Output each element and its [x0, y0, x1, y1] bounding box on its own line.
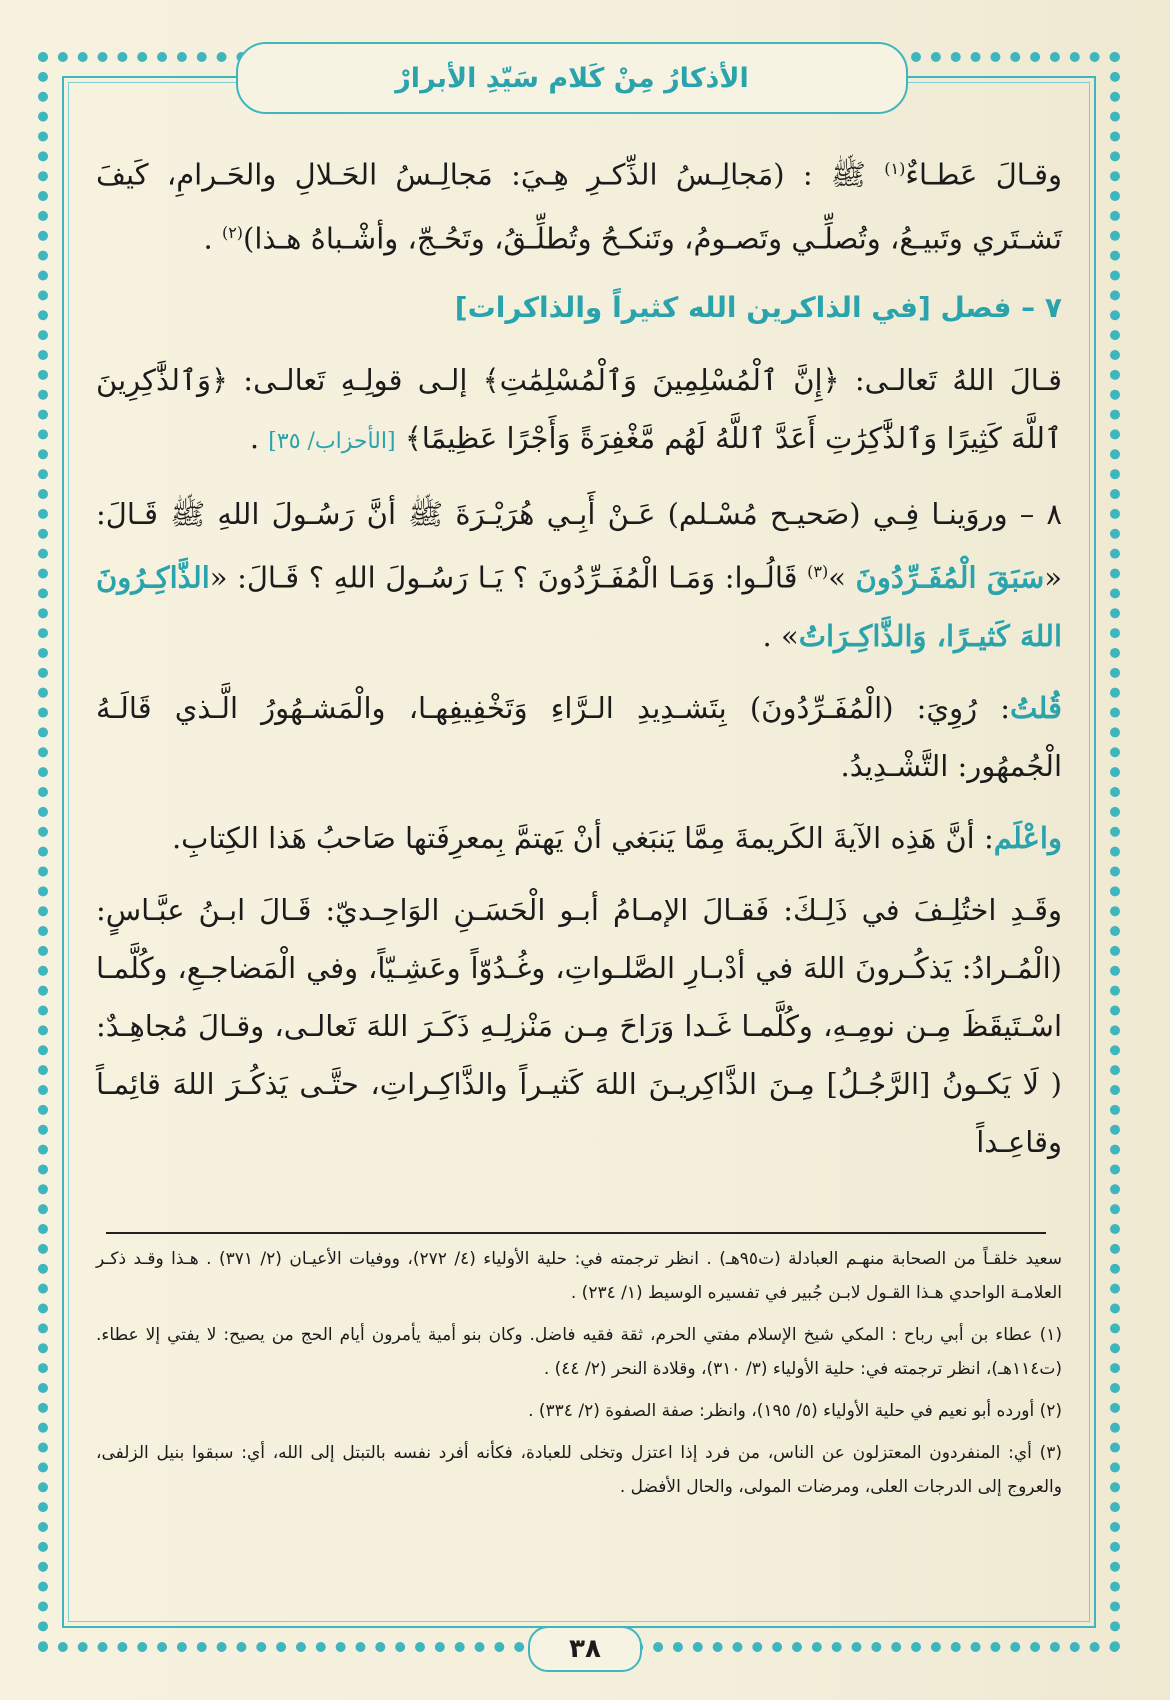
main-text	[96, 140, 1062, 1185]
text: : رُوِيَ: (الْمُفَـرِّدُونَ) بِتَشـدِيدِ الـرَّاءِ وَتَخْفِيفِهـا، والْمَشـهُورُ الَّـذي قَالَـهُ الْجُمهُور: التَّشْـدِيدُ.	[96, 690, 1062, 783]
header	[236, 42, 908, 114]
text: وقـالَ عَطـاءٌ	[905, 157, 1062, 192]
verse-text: قـالَ اللهُ تَعالـى: ﴿إِنَّ ٱلْمُسْلِمِينَ وَٱلْمُسْلِمَٰتِ﴾ إلـى قولِـهِ تَعالـى: ﴿وَٱلذَّٰكِرِينَ ٱللَّهَ كَثِيرًا وَٱلذَّٰكِرَٰتِ أَعَدَّ ٱللَّهُ لَهُم مَّغْفِرَةً وَأَجْرًا عَظِيمًا﴾	[96, 363, 1062, 456]
footnote-divider	[106, 1232, 1046, 1234]
footnote-1: (١) عطاء بن أبي رباح : المكي شيخ الإسلام مفتي الحرم، ثقة فقيه فاضل. وكان بنو أمية يأمرون أيام الحج من يصيح: لا يفتي إلا عطاء. (ت١١٤هـ)، انظر ترجمته في: حلية الأولياء (٣/ ٣١٠)، وقلادة النحر (٢/ ٤٤) .	[96, 1325, 1062, 1379]
page-number-box	[528, 1626, 642, 1672]
footnote-marker[interactable]: (٢)	[221, 222, 244, 242]
footnote-marker[interactable]: (٣)	[807, 562, 829, 582]
lead-word: واعْلَم	[993, 820, 1062, 855]
text: .	[249, 421, 269, 456]
paragraph-verse	[96, 351, 1062, 471]
text: ٨ – وروَينـا فِـي (صَحيـح مُسْـلم) عَـنْ أَبِـي هُرَيْـرَةَ ﷺ أنَّ رَسُـولَ اللهِ ﷺ قَـالَ: «	[96, 497, 1063, 595]
hadith-highlight: الذَّاكِـرُونَ اللهَ كَثيـرًا، وَالذَّاكِـرَاتُ	[96, 560, 1062, 653]
book-title: الأذكارُ مِنْ كَلام سَيّدِ الأبرارْ	[395, 62, 749, 94]
text: » .	[762, 618, 799, 653]
footnote-marker[interactable]: (١)	[884, 159, 906, 178]
hadith-highlight: سَبَقَ الْمُفَـرِّدُونَ	[855, 560, 1045, 595]
text: »	[828, 560, 856, 595]
text: : أنَّ هَذِه الآيةَ الكَريمةَ مِمَّا يَنبَغي أنْ يَهتمَّ بِمعرِفَتها صَاحبُ هَذا الكِتابِ.	[171, 820, 994, 855]
paragraph-ikhtilaf: وقَـدِ اختُلِـفَ في ذَلِـكَ: فَقـالَ الإمـامُ أبـو الْحَسَـنِ الوَاحِـديّ: قَـالَ ابـنُ عبَّـاسٍ: (الْمُـرادُ: يَذكُـرونَ اللهَ في أدْبـارِ الصَّلـواتِ، وغُـدُوّاً وعَشِـيّاً، وفي الْمَضاجـعِ، وكُلَّمـا اسْـتَيقَظَ مِـن نومِـهِ، وكُلَّمـا غَـدا وَرَاحَ مِـن مَنْزلِـهِ ذَكَـرَ اللهَ تَعالـى، وقـالَ مُجاهِـدٌ: ( لَا يَكـونُ [الرَّجُـلُ] مِـنَ الذَّاكِريـنَ اللهَ كَثيـراً والذَّاكِـراتِ، حتَّـى يَذكُـرَ اللهَ قائِمـاً وقاعِـداً	[96, 892, 1062, 1159]
paragraph-qultu	[96, 679, 1062, 795]
page-number: ٣٨	[569, 1634, 601, 1664]
section-title: ٧ – فصل [في الذاكرين الله كثيراً والذاكرات]	[454, 291, 1062, 325]
paragraph-iilam	[96, 809, 1062, 867]
verse-reference: [الأحزاب/ ٣٥]	[268, 429, 396, 455]
text: قَالُـوا: وَمَـا الْمُفَـرِّدُونَ ؟ يَـا رَسُـولَ اللهِ ؟ قَـالَ: «	[209, 560, 808, 595]
footnote-continued: سعيد خلقـاً من الصحابة منهـم العبادلة (ت٩٥هـ) . انظر ترجمته في: حلية الأولياء (٤/ ٢٧٢)، ووفيات الأعيـان (٢/ ٣٧١) . هـذا وقـد ذكـر العلامـة الواحدي هـذا القـول لابـن جُبير في تفسيره الوسيط (١/ ٢٣٤) .	[96, 1249, 1062, 1303]
footnote-2: (٢) أورده أبو نعيم في حلية الأولياء (٥/ ١٩٥)، وانظر: صفة الصفوة (٢/ ٣٣٤) .	[528, 1401, 1062, 1421]
footnotes	[96, 1242, 1062, 1512]
text: ﷺ : (مَجالِـسُ الذِّكـرِ هِـيَ: مَجالِـسُ الحَـلالِ والحَـرامِ، كَيفَ تَشـتَري وتَبيـعُ، وتُصلِّـي وتَصـومُ، وتَنكـحُ وتُطلِّـقُ، وتَحُـجّ، وأشْـباهُ هـذا)	[96, 157, 1062, 256]
paragraph-ata	[96, 140, 1062, 267]
text: .	[203, 221, 222, 256]
paragraph-hadith	[96, 485, 1062, 665]
lead-word: قُلتُ	[1010, 690, 1062, 725]
footnote-3: (٣) أي: المنفردون المعتزلون عن الناس، من فرد إذا اعتزل وتخلى للعبادة، فكأنه أفرد نفسه بالتبتل إلى الله، أي: سبقوا بنيل الزلفى، والعروج إلى الدرجات العلى، ومرضات المولى، والحال الأفضل .	[96, 1443, 1062, 1497]
